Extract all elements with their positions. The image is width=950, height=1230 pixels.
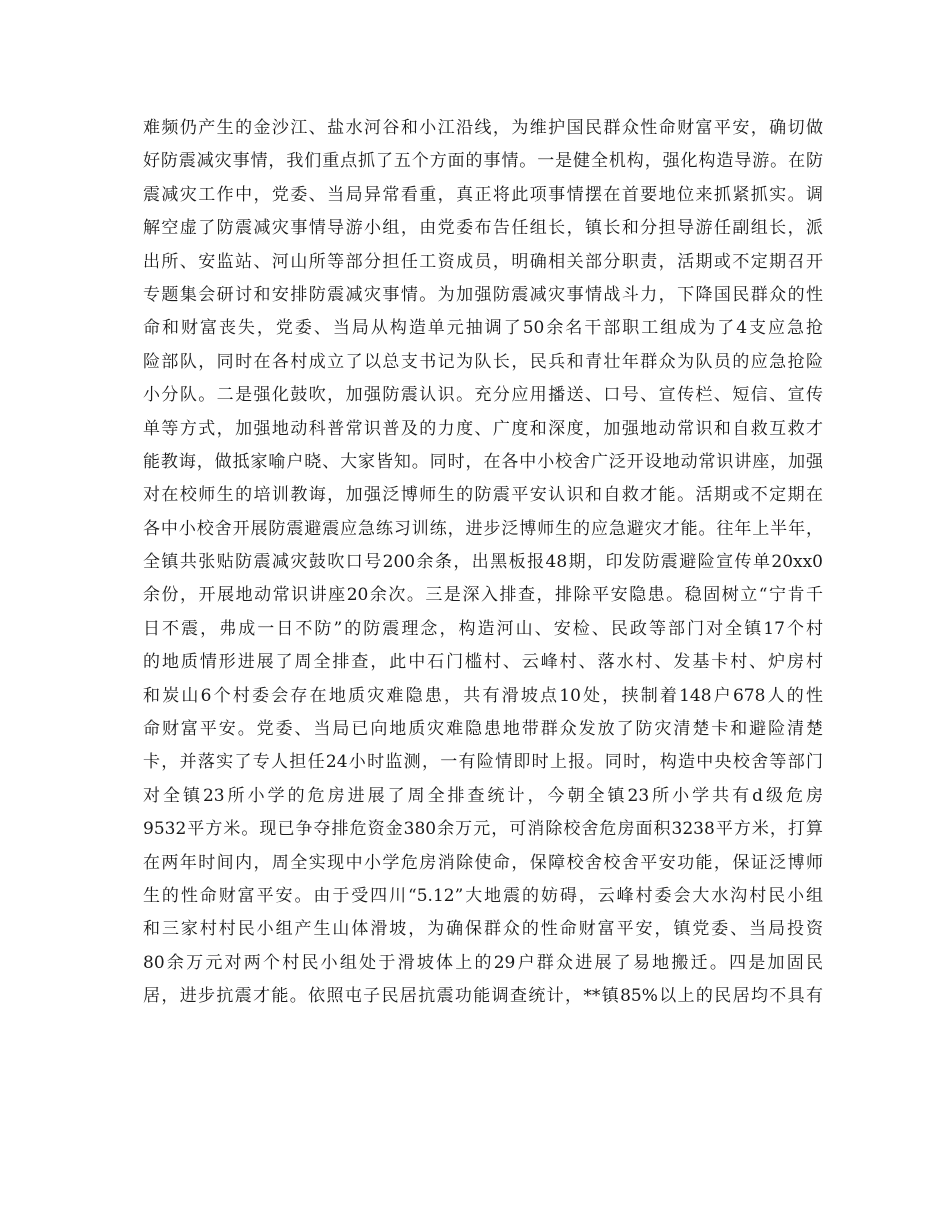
text-line: 小分队。二是强化鼓吹，加强防震认识。充分应用播送、口号、宣传栏、短信、宣传 (143, 385, 823, 406)
body-text (143, 112, 823, 1014)
text-line: 解空虚了防震减灾事情导游小组，由党委布告任组长，镇长和分担导游任副组长，派 (143, 218, 823, 239)
text-line: 80余万元对两个村民小组处于滑坡体上的29户群众进展了易地搬迁。四是加固民 (143, 952, 823, 973)
text-line: 命和财富丧失，党委、当局从构造单元抽调了50余名干部职工组成为了4支应急抢 (143, 318, 823, 339)
text-line: 余份，开展地动常识讲座20余次。三是深入排查，排除平安隐患。稳固树立“宁肯千 (143, 585, 823, 606)
text-line: 全镇共张贴防震减灾鼓吹口号200余条，出黑板报48期，印发防震避险宣传单20xx0 (143, 552, 823, 573)
text-line: 的地质情形进展了周全排查，此中石门槛村、云峰村、落水村、发基卡村、炉房村 (143, 652, 823, 673)
text-line: 9532平方米。现已争夺排危资金380余万元，可消除校舍危房面积3238平方米，打算 (143, 819, 823, 840)
text-line: 险部队，同时在各村成立了以总支书记为队长，民兵和青壮年群众为队员的应急抢险 (143, 351, 823, 372)
text-line: 对全镇23所小学的危房进展了周全排查统计，今朝全镇23所小学共有d级危房 (143, 785, 823, 806)
text-line: 难频仍产生的金沙江、盐水河谷和小江沿线，为维护国民群众性命财富平安，确切做 (143, 118, 823, 138)
text-line: 在两年时间内，周全实现中小学危房消除使命，保障校舍校舍平安功能，保证泛博师 (143, 852, 823, 873)
text-line: 出所、安监站、河山所等部分担任工资成员，明确相关部分职责，活期或不定期召开 (143, 251, 823, 272)
text-line: 卡，并落实了专人担任24小时监测，一有险情即时上报。同时，构造中央校舍等部门 (143, 752, 823, 773)
text-line: 居，进步抗震才能。依照屯子民居抗震功能调查统计，**镇85%以上的民居均不具有 (143, 986, 823, 1007)
text-line: 好防震减灾事情，我们重点抓了五个方面的事情。一是健全机构，强化构造导游。在防 (143, 151, 823, 172)
text-line: 能教诲，做抵家喻户晓、大家皆知。同时，在各中小校舍广泛开设地动常识讲座，加强 (143, 451, 823, 472)
text-line: 生的性命财富平安。由于受四川“5.12”大地震的妨碍，云峰村委会大水沟村民小组 (143, 885, 823, 906)
text-line: 和炭山6个村委会存在地质灾难隐患，共有滑坡点10处，挟制着148户678人的性 (143, 685, 823, 706)
text-line: 和三家村村民小组产生山体滑坡，为确保群众的性命财富平安，镇党委、当局投资 (143, 919, 823, 940)
text-line: 专题集会研讨和安排防震减灾事情。为加强防震减灾事情战斗力，下降国民群众的性 (143, 284, 823, 305)
text-line: 对在校师生的培训教诲，加强泛博师生的防震平安认识和自救才能。活期或不定期在 (143, 485, 823, 506)
text-line: 震减灾工作中，党委、当局异常看重，真正将此项事情摆在首要地位来抓紧抓实。调 (143, 184, 823, 205)
text-line: 各中小校舍开展防震避震应急练习训练，进步泛博师生的应急避灾才能。往年上半年， (143, 518, 823, 539)
text-line: 日不震，弗成一日不防”的防震理念，构造河山、安检、民政等部门对全镇17个村 (143, 618, 823, 639)
text-line: 单等方式，加强地动科普常识普及的力度、广度和深度，加强地动常识和自救互救才 (143, 418, 823, 439)
text-line: 命财富平安。党委、当局已向地质灾难隐患地带群众发放了防灾清楚卡和避险清楚 (143, 719, 823, 740)
